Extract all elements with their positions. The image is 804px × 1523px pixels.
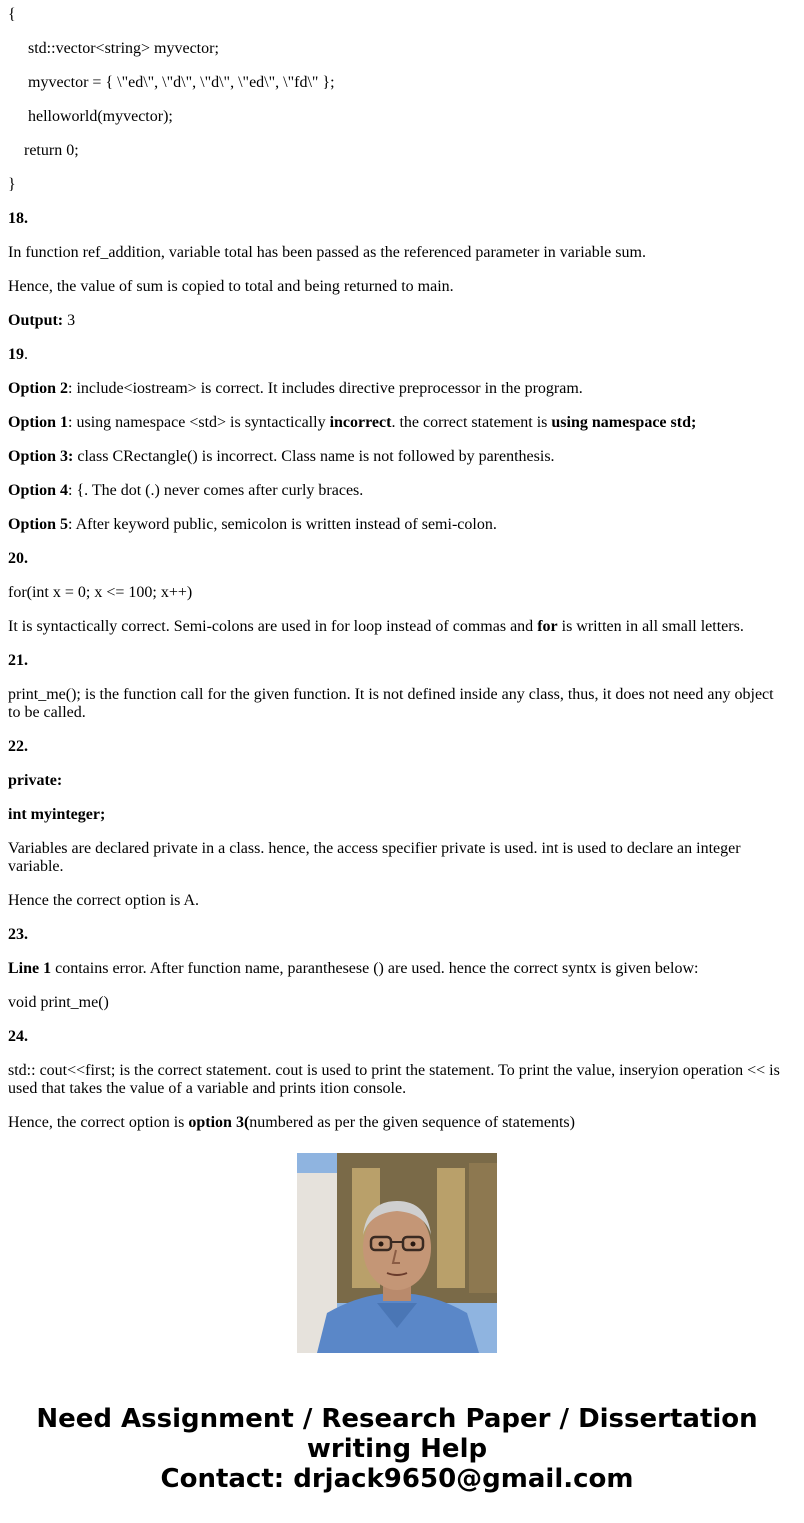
code-close-brace: } bbox=[8, 176, 16, 193]
code-open-brace: { bbox=[8, 6, 16, 23]
question-24-paragraph: std:: cout<<first; is the correct statement. cout is used to print the statement. To print the value, inseryion operation << is used that takes the value of a variable and prints ition console. bbox=[8, 1062, 784, 1097]
question-19-number: 19. bbox=[8, 346, 28, 363]
question-18-number: 18. bbox=[8, 210, 28, 227]
code-function-call: helloworld(myvector); bbox=[28, 108, 173, 125]
question-22-paragraph-2: Hence the correct option is A. bbox=[8, 892, 200, 909]
code-vector-assign: myvector = { \"ed\", \"d\", \"d\", \"ed\", \"fd\" }; bbox=[28, 74, 335, 91]
question-18-output: Output: 3 bbox=[8, 312, 76, 329]
question-23-paragraph: Line 1 contains error. After function name, paranthesese () are used. hence the correct syntx is given below: bbox=[8, 960, 699, 977]
question-22-line-1: private: bbox=[8, 772, 63, 789]
footer-contact: Contact: drjack9650@gmail.com bbox=[160, 1464, 634, 1494]
question-19-option-1: Option 1: using namespace <std> is syntactically incorrect. the correct statement is using namespace std; bbox=[8, 414, 697, 431]
question-21-paragraph: print_me(); is the function call for the given function. It is not defined inside any class, thus, it does not need any object to be called. bbox=[8, 686, 778, 721]
code-vector-decl: std::vector<string> myvector; bbox=[28, 40, 219, 57]
question-18-paragraph-2: Hence, the value of sum is copied to total and being returned to main. bbox=[8, 278, 454, 295]
question-24-number: 24. bbox=[8, 1028, 28, 1045]
question-19-option-5: Option 5: After keyword public, semicolon is written instead of semi-colon. bbox=[8, 516, 497, 533]
question-19-option-2: Option 2: include<iostream> is correct. It includes directive preprocessor in the program. bbox=[8, 380, 583, 397]
author-avatar bbox=[297, 1153, 497, 1353]
question-23-number: 23. bbox=[8, 926, 28, 943]
question-20-number: 20. bbox=[8, 550, 28, 567]
question-20-paragraph: It is syntactically correct. Semi-colons are used in for loop instead of commas and for is written in all small letters. bbox=[8, 618, 744, 635]
question-20-code: for(int x = 0; x <= 100; x++) bbox=[8, 584, 193, 601]
footer-line-2: writing Help bbox=[306, 1434, 488, 1464]
question-22-line-2: int myinteger; bbox=[8, 806, 106, 823]
question-24-conclusion: Hence, the correct option is option 3(numbered as per the given sequence of statements) bbox=[8, 1114, 575, 1131]
question-21-number: 21. bbox=[8, 652, 28, 669]
question-22-paragraph-1: Variables are declared private in a class. hence, the access specifier private is used. int is used to declare an integer variable. bbox=[8, 840, 745, 875]
question-23-code: void print_me() bbox=[8, 994, 109, 1011]
code-return: return 0; bbox=[24, 142, 79, 159]
question-19-option-4: Option 4: {. The dot (.) never comes after curly braces. bbox=[8, 482, 364, 499]
question-18-paragraph-1: In function ref_addition, variable total has been passed as the referenced parameter in variable sum. bbox=[8, 244, 646, 261]
question-19-option-3: Option 3: class CRectangle() is incorrect. Class name is not followed by parenthesis. bbox=[8, 448, 555, 465]
question-22-number: 22. bbox=[8, 738, 28, 755]
footer-line-1: Need Assignment / Research Paper / Dissertation bbox=[36, 1404, 758, 1434]
